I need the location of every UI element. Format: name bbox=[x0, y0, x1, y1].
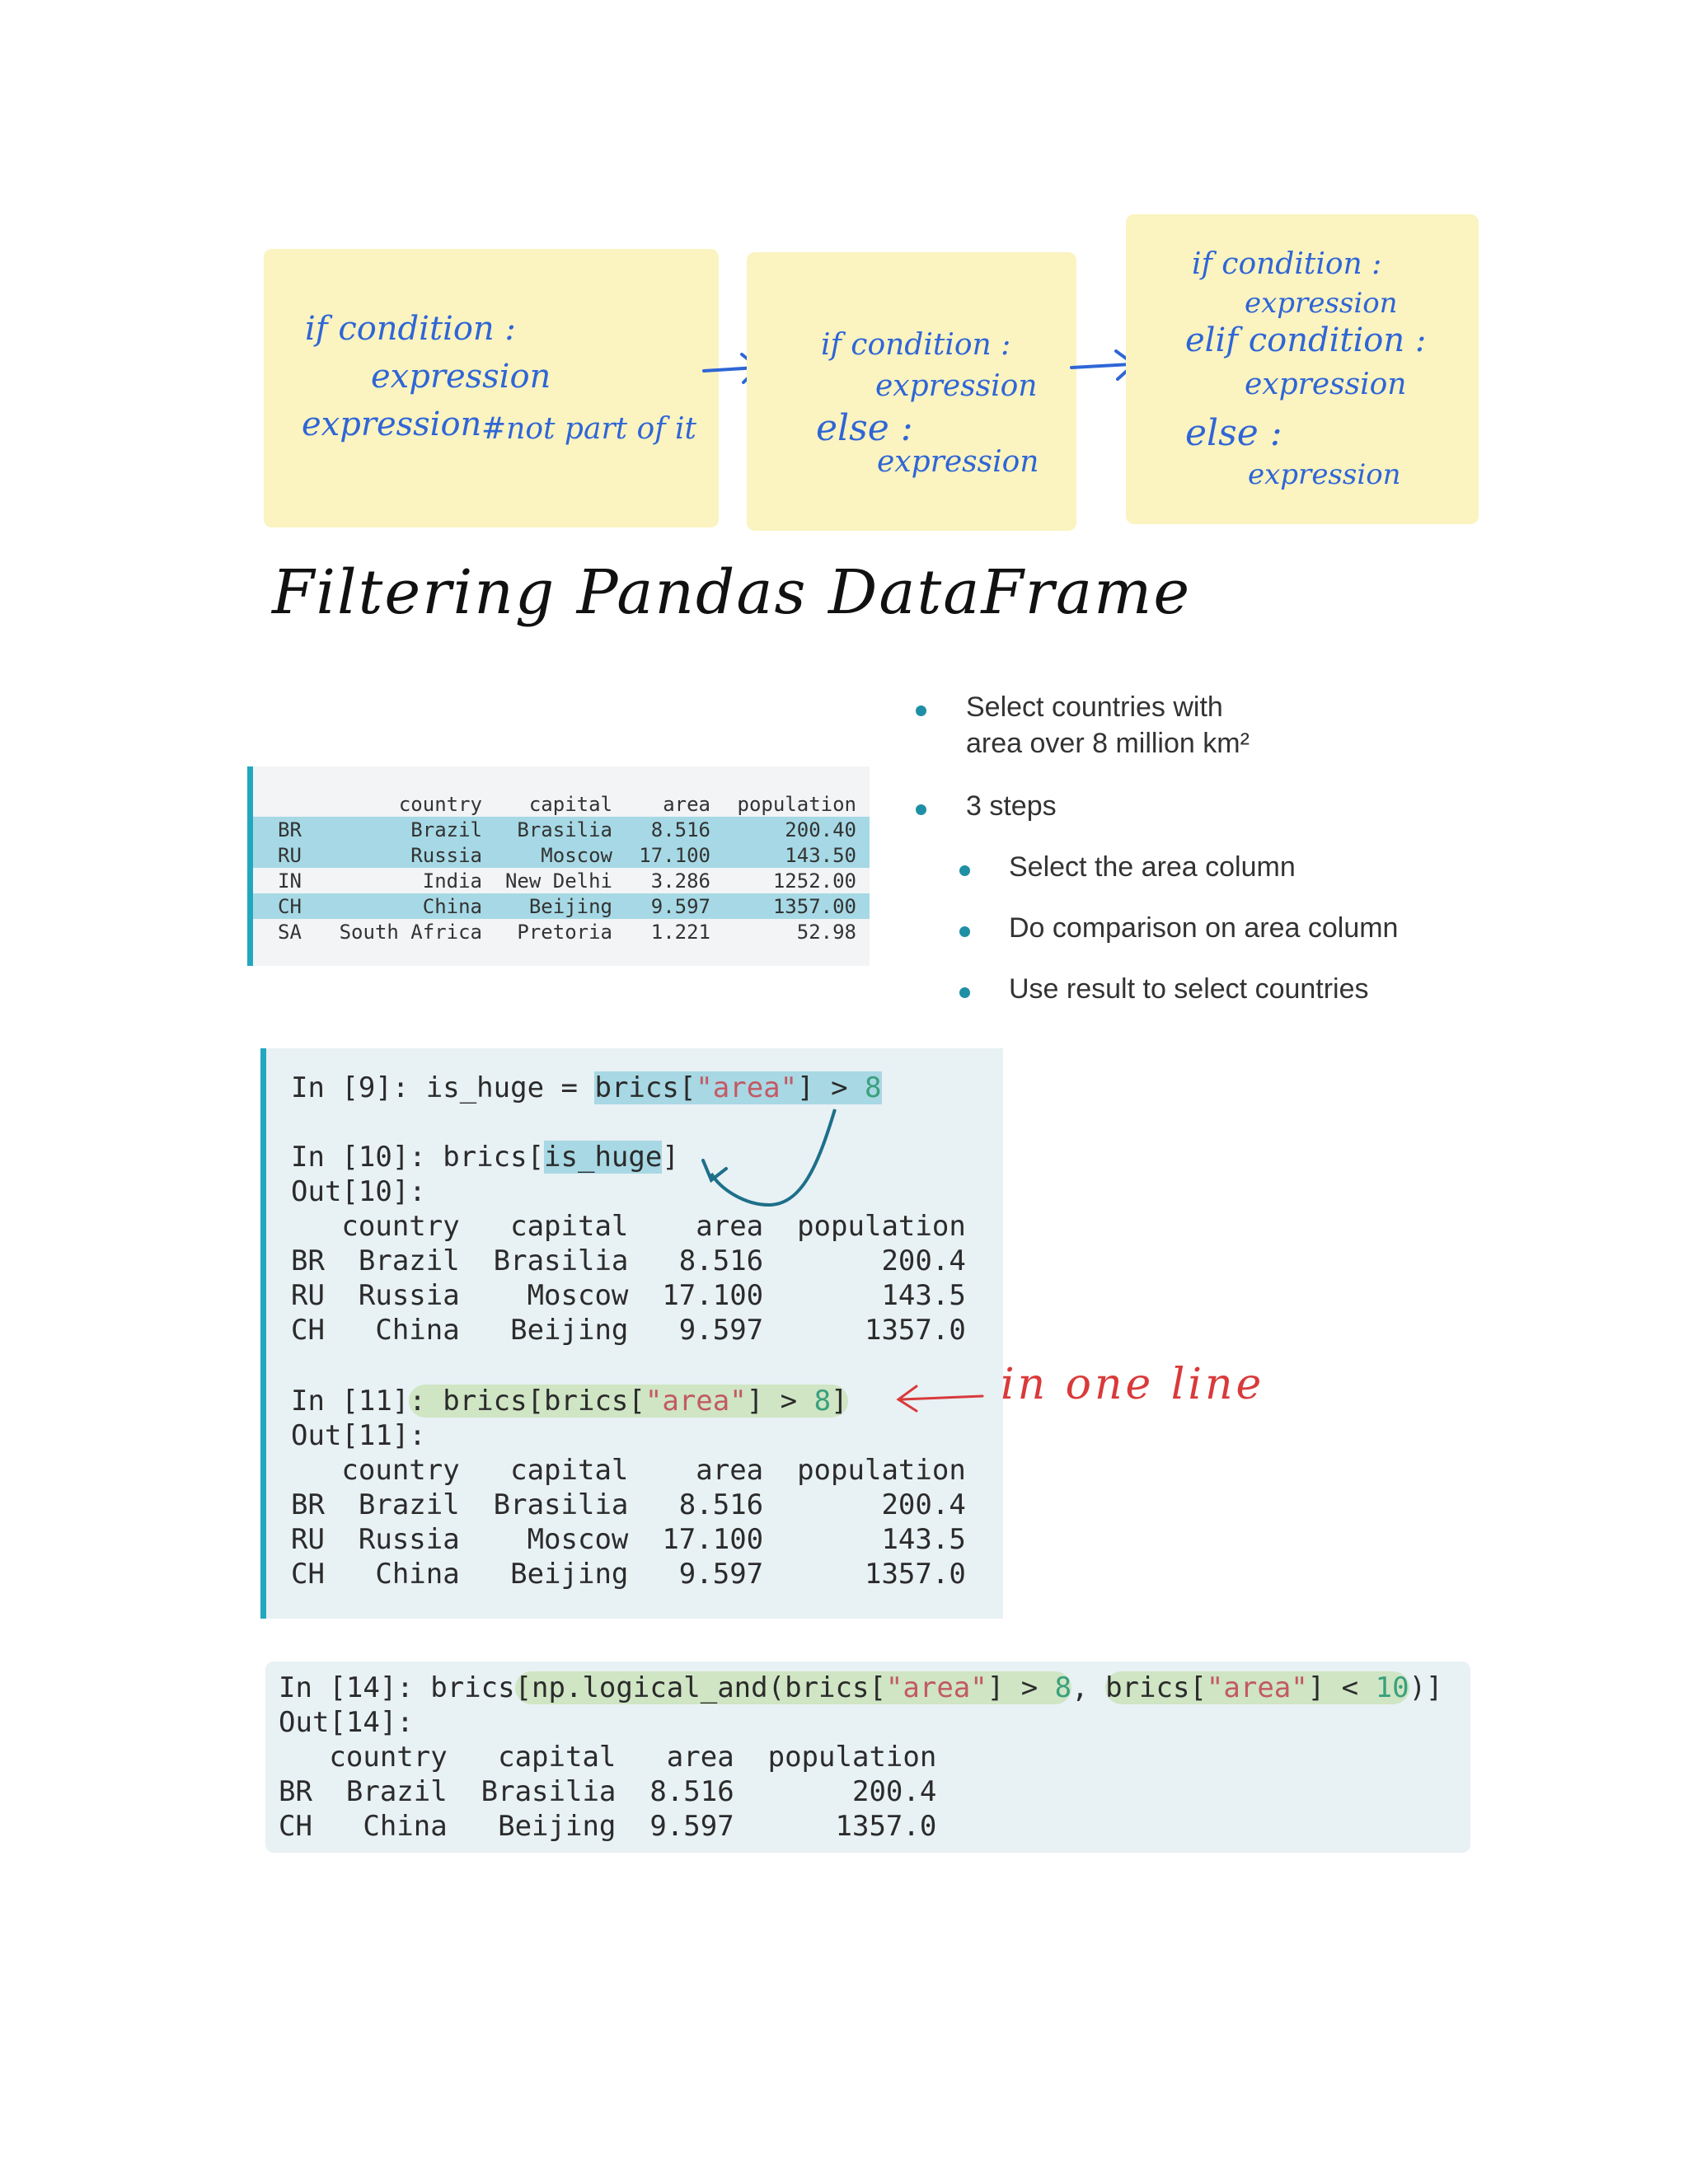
out14-row: BR Brazil Brasilia 8.516 200.4 bbox=[279, 1775, 937, 1808]
note3-line1: if condition : bbox=[1192, 247, 1382, 281]
bullet-1-line2: area over 8 million km² bbox=[966, 728, 1250, 759]
handwritten-note-if bbox=[264, 249, 719, 527]
row-capital: New Delhi bbox=[504, 869, 612, 893]
out11-row: BR Brazil Brasilia 8.516 200.4 bbox=[291, 1488, 966, 1521]
row-code: IN bbox=[278, 869, 302, 893]
header-capital: capital bbox=[528, 793, 612, 816]
note3-line2: expression bbox=[1245, 287, 1398, 320]
out11-header: country capital area population bbox=[291, 1454, 966, 1487]
handwritten-note-if-elif-else bbox=[1126, 214, 1479, 524]
header-population: population bbox=[737, 793, 856, 816]
row-capital: Pretoria bbox=[517, 921, 612, 944]
row-area: 3.286 bbox=[650, 869, 710, 893]
note3-line3: elif condition : bbox=[1185, 321, 1427, 359]
arrow-left-icon bbox=[890, 1381, 989, 1414]
row-area: 1.221 bbox=[650, 921, 710, 944]
out10-row: RU Russia Moscow 17.100 143.5 bbox=[291, 1279, 966, 1312]
code-in11: In [11]: brics[brics["area"] > 8] bbox=[291, 1385, 848, 1418]
bullet-dot-icon bbox=[916, 705, 926, 716]
table-row bbox=[253, 842, 870, 868]
note3-line6: expression bbox=[1248, 458, 1401, 491]
row-population: 200.40 bbox=[785, 818, 856, 841]
row-capital: Moscow bbox=[541, 844, 612, 867]
row-population: 1252.00 bbox=[772, 869, 856, 893]
row-population: 143.50 bbox=[785, 844, 856, 867]
table-row bbox=[253, 868, 870, 893]
row-code: CH bbox=[278, 895, 302, 918]
row-code: SA bbox=[278, 921, 302, 944]
handwritten-annotation: in one line bbox=[1001, 1360, 1265, 1409]
row-area: 9.597 bbox=[650, 895, 710, 918]
bullet-dot-icon bbox=[916, 804, 926, 815]
row-population: 52.98 bbox=[796, 921, 856, 944]
out10-header: country capital area population bbox=[291, 1210, 966, 1243]
note1-line2: expression bbox=[371, 358, 551, 396]
out11-row: CH China Beijing 9.597 1357.0 bbox=[291, 1558, 966, 1591]
code-out14: Out[14]: bbox=[279, 1706, 414, 1739]
sub-bullet-2: Do comparison on area column bbox=[1009, 912, 1399, 944]
table-row bbox=[253, 893, 870, 919]
note1-line1: if condition : bbox=[305, 310, 516, 348]
code-block-logical-and bbox=[265, 1661, 1470, 1853]
out10-row: CH China Beijing 9.597 1357.0 bbox=[291, 1314, 966, 1347]
code-in14: In [14]: brics[np.logical_and(brics["area"] > 8, brics["area"] < 10)] bbox=[279, 1671, 1443, 1704]
code-out10: Out[10]: bbox=[291, 1175, 426, 1208]
table-row bbox=[253, 817, 870, 842]
out14-header: country capital area population bbox=[279, 1741, 937, 1774]
row-capital: Beijing bbox=[528, 895, 612, 918]
curved-arrow-icon bbox=[596, 1098, 860, 1221]
note2-line4: expression bbox=[877, 445, 1039, 479]
row-country: India bbox=[422, 869, 482, 893]
out14-row: CH China Beijing 9.597 1357.0 bbox=[279, 1810, 937, 1843]
note2-line3: else : bbox=[816, 407, 913, 449]
code-block-filtering bbox=[260, 1048, 1003, 1619]
row-area: 17.100 bbox=[639, 844, 710, 867]
row-population: 1357.00 bbox=[772, 895, 856, 918]
row-country: South Africa bbox=[339, 921, 482, 944]
note3-line5: else : bbox=[1185, 412, 1282, 454]
code-in9: In [9]: is_huge = brics["area"] > 8 bbox=[291, 1071, 882, 1104]
row-capital: Brasilia bbox=[517, 818, 612, 841]
brics-table bbox=[247, 766, 870, 966]
out11-row: RU Russia Moscow 17.100 143.5 bbox=[291, 1523, 966, 1556]
row-country: Russia bbox=[410, 844, 482, 867]
code-in10: In [10]: brics[is_huge] bbox=[291, 1141, 679, 1174]
sub-bullet-1: Select the area column bbox=[1009, 851, 1296, 883]
out10-row: BR Brazil Brasilia 8.516 200.4 bbox=[291, 1244, 966, 1277]
page-title: Filtering Pandas DataFrame bbox=[272, 557, 1192, 628]
table-header bbox=[253, 791, 870, 817]
note3-line4: expression bbox=[1245, 368, 1407, 401]
note2-line2: expression bbox=[875, 369, 1038, 403]
header-country: country bbox=[398, 793, 482, 816]
header-area: area bbox=[663, 793, 710, 816]
code-out11: Out[11]: bbox=[291, 1419, 426, 1452]
row-area: 8.516 bbox=[650, 818, 710, 841]
row-code: BR bbox=[278, 818, 302, 841]
note1-comment: #not part of it bbox=[481, 412, 696, 446]
note1-line3: expression bbox=[302, 405, 482, 443]
row-country: China bbox=[422, 895, 482, 918]
row-country: Brazil bbox=[410, 818, 482, 841]
sub-bullet-3: Use result to select countries bbox=[1009, 973, 1369, 1005]
bullet-2: 3 steps bbox=[966, 790, 1057, 822]
bullet-1-line1: Select countries with bbox=[966, 691, 1223, 723]
bullet-dot-icon bbox=[959, 987, 970, 998]
handwritten-note-if-else bbox=[747, 252, 1076, 531]
row-code: RU bbox=[278, 844, 302, 867]
note2-line1: if condition : bbox=[821, 328, 1011, 362]
bullet-dot-icon bbox=[959, 926, 970, 937]
bullet-dot-icon bbox=[959, 865, 970, 876]
table-row bbox=[253, 919, 870, 944]
